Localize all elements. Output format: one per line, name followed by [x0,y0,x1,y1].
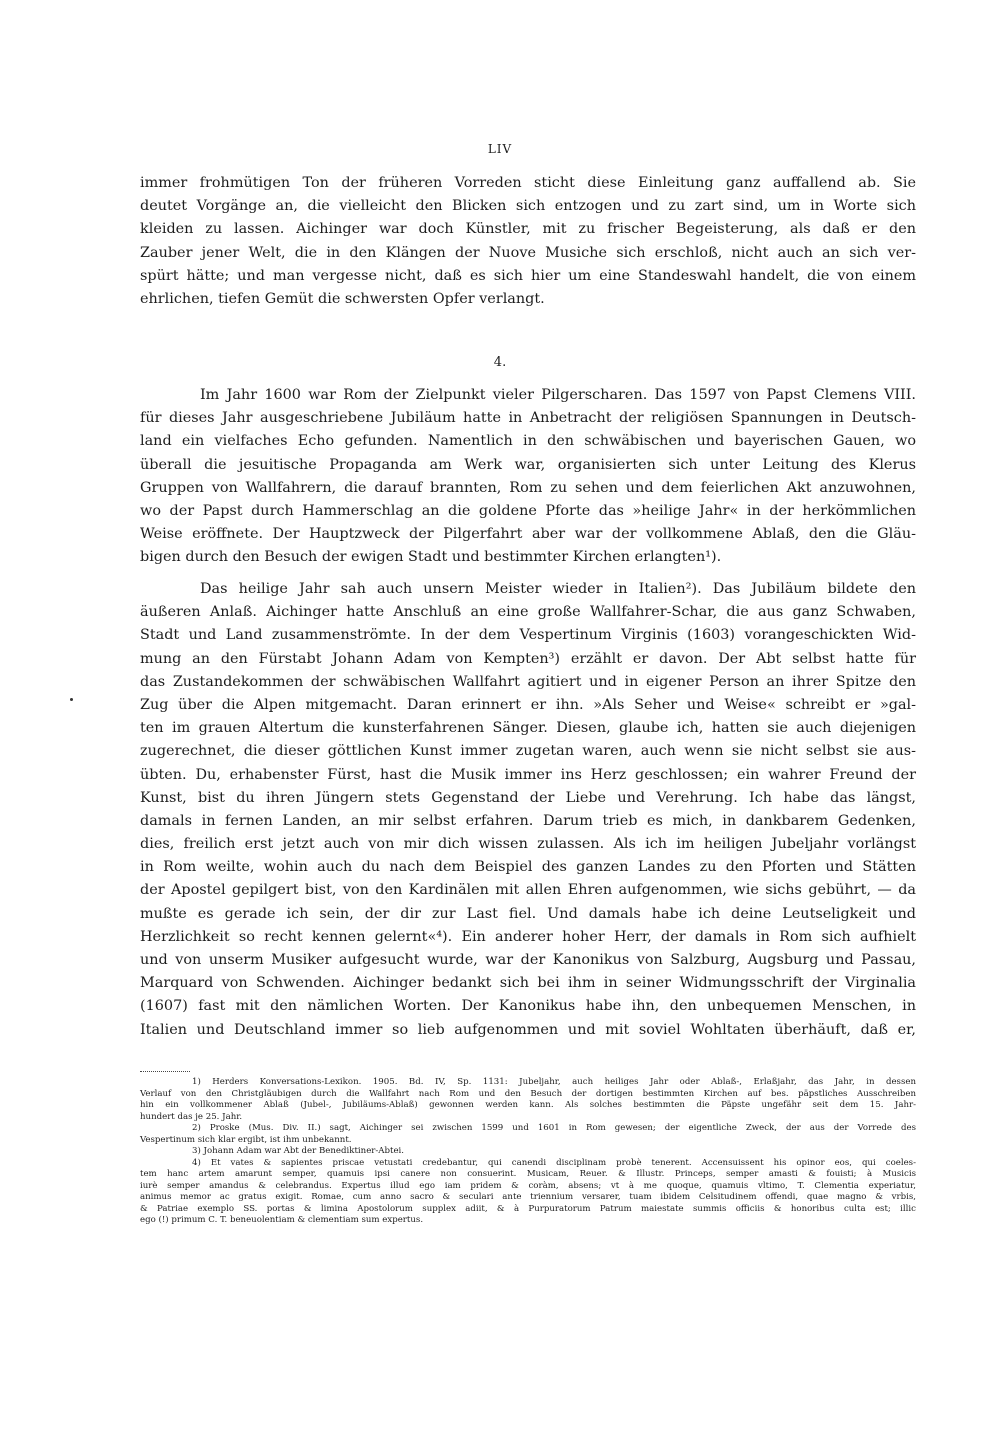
text-line: kleiden zu lassen. Aichinger war doch Künstler, mit zu frischer Begeisterung, als daß er den [140,221,916,238]
text-line: Weise eröffnete. Der Hauptzweck der Pilgerfahrt aber war der vollkommene Ablaß, den die Gläu- [140,526,916,543]
footnote-line: Verlauf von den Christgläubigen durch die Wallfahrt nach Rom und den Besuch der dortigen bestimmten Kirchen auf bes. päpstliches Ausschreiben [140,1088,916,1099]
footnote-line: Vespertinum sich klar ergibt, ist ihm unbekannt. [140,1134,352,1145]
text-line: Italien und Deutschland immer so lieb aufgenommen und mit soviel Wohltaten überhäuft, daß er, [140,1021,916,1038]
text-line: spürt hätte; und man vergesse nicht, daß es sich hier um eine Standeswahl handelt, die von einem [140,267,916,284]
text-line: deutet Vorgänge an, die vielleicht den Blicken sich entzogen und zu zart sind, um in Worte sich [140,198,916,215]
text-line: für dieses Jahr ausgeschriebene Jubiläum hatte in Anbetracht der religiösen Spannungen in Deutsch- [140,410,916,427]
text-line: Stadt und Land zusammenströmte. In der dem Vespertinum Virginis (1603) vorangeschickten Wid- [140,627,916,644]
footnote-line: & Patriae exemplo SS. portas & limina Apostolorum supplex adiit, & à Purpuratorum Patrum maiestate summis officiis & honoribus culta est; illic [140,1203,916,1214]
footnote-line: ego (!) primum C. T. beneuolentiam & clementiam sum expertus. [140,1215,424,1225]
footnote-line: animus memor ac gratus exigit. Romae, cum anno sacro & seculari ante triennium versarer, tuam ibidem Celsitudinem offendi, quae magno & vrbis, [140,1192,916,1202]
page-number: LIV [487,142,513,156]
text-line: Zug über die Alpen mitgemacht. Daran erinnert er ihn. »Als Seher und Weise« schreibt er »gal- [140,696,916,713]
text-line: Im Jahr 1600 war Rom der Zielpunkt vieler Pilgerscharen. Das 1597 von Papst Clemens VIII. [200,387,916,403]
text-line: dies, freilich erst jetzt auch von mir dich wissen zulassen. Als ich im heiligen Jubeljahr vorlängst [140,836,916,853]
text-line: Herzlichkeit so recht kennen gelernt«⁴). Ein anderer hoher Herr, der damals in Rom sich aufhielt [140,928,916,945]
footnote-line: 3) Johann Adam war Abt der Benediktiner-Abtei. [192,1146,405,1156]
text-line: zugerechnet, die dieser göttlichen Kunst immer zugetan waren, auch wenn sie nicht selbst sie aus- [140,743,916,760]
footnote-line: 1) Herders Konversations-Lexikon. 1905. Bd. IV, Sp. 1131: Jubeljahr, auch heiliges Jahr oder Ablaß-, Erlaßjahr, das Jahr, in dessen [192,1077,916,1087]
text-line: damals in fernen Landen, an mir selbst erfahren. Darum trieb es mich, in dankbarem Gedenken, [140,812,916,829]
text-line: wo der Papst durch Hammerschlag an die goldene Pforte das »heilige Jahr« in der herkömmlichen [140,502,916,519]
text-line: Marquard von Schwenden. Aichinger bedankt sich bei ihm in seiner Widmungsschrift der Virginalia [140,975,916,992]
text-line: der Apostel gepilgert bist, von den Kardinälen mit allen Ehren aufgenommen, wie sichs gebührt, — da [140,882,916,899]
text-line: in Rom weilte, wohin auch du nach dem Beispiel des ganzen Landes zu den Pforten und Stätten [140,859,916,876]
footnote-line: hin ein vollkommener Ablaß (Jubel-, Jubiläums-Ablaß) gewonnen werden kann. Als solches bestimmten die Päpste ungefähr seit dem 15. Jahr- [140,1100,916,1110]
text-line: überall die jesuitische Propaganda am Werk war, organisierten sich unter Leitung des Klerus [140,456,916,473]
text-line: Zauber jener Welt, die in den Klängen der Nuove Musiche sich erschloß, nicht auch an sich ver- [140,244,916,261]
section-number: 4. [493,355,507,370]
text-line: ten im grauen Altertum die kunsterfahrenen Sänger. Diesen, glaube ich, hatten sie auch diejenigen [140,720,916,737]
text-line: mung an den Fürstabt Johann Adam von Kempten³) erzählt er davon. Der Abt selbst hatte für [140,650,916,667]
footnote-line: tem hanc artem amarunt semper, quamuis ipsi canere non consuerint. Musicam, Reuer. & Illustr. Princeps, semper amasti & fouisti; à Musicis [140,1169,916,1179]
text-line: land ein vielfaches Echo gefunden. Namentlich in den schwäbischen und bayerischen Gauen, wo [140,433,916,450]
text-line: Gruppen von Wallfahrern, die darauf brannten, Rom zu sehen und dem feierlichen Akt anzuwohnen, [140,479,916,496]
footnote-line: 4) Et vates & sapientes priscae vetustati credebantur, qui canendi disciplinam probè tenerent. Accensuissent his opinor eos, qui coeles- [192,1157,916,1168]
footnote-line: iurè semper amandus & celebrandus. Expertus illud ego iam pridem & coràm, absens; vt à me quoque, quamuis vltimo, T. Clementia experiatur, [140,1180,916,1191]
scan-speck [70,698,73,701]
body-paragraph-2 [140,578,916,1042]
footnote-line: 2) Proske (Mus. Div. II.) sagt, Aichinger sei zwischen 1599 und 1601 in Rom gewesen; der eigentliche Zweck, der aus der Vorrede des [192,1123,916,1133]
text-line: äußeren Anlaß. Aichinger hatte Anschluß an eine große Wallfahrer-Schar, die aus ganz Schwaben, [140,604,916,621]
text-line: Das heilige Jahr sah auch unsern Meister wieder in Italien²). Das Jubiläum bildete den [200,581,916,597]
text-line: Kunst, bist du ihren Jüngern stets Gegenstand der Liebe und Verehrung. Ich habe das längst, [140,789,916,806]
body-paragraph-1 [140,384,916,570]
footnote-divider [140,1071,190,1072]
text-line: das Zustandekommen der schwäbischen Wallfahrt agitiert und in eigener Person an ihrer Spitze den [140,673,916,690]
footnotes [140,1077,916,1227]
text-line: immer frohmütigen Ton der früheren Vorreden sticht diese Einleitung ganz auffallend ab. Sie [140,175,916,191]
text-line: mußte es gerade ich sein, der dir zur Last fiel. Und damals habe ich deine Leutseligkeit und [140,905,916,922]
text-line: und von unserm Musiker aufgesucht wurde, war der Kanonikus von Salzburg, Augsburg und Passau, [140,952,916,968]
text-line: (1607) fast mit den nämlichen Worten. Der Kanonikus habe ihn, den unbequemen Menschen, in [140,998,916,1015]
text-line: bigen durch den Besuch der ewigen Stadt und bestimmter Kirchen erlangten¹). [140,549,722,566]
text-line: ehrlichen, tiefen Gemüt die schwersten Opfer verlangt. [140,290,545,307]
intro-paragraph [140,172,916,311]
text-line: übten. Du, erhabenster Fürst, hast die Musik immer ins Herz geschlossen; ein wahrer Freund der [140,766,916,783]
footnote-line: hundert das je 25. Jahr. [140,1111,243,1122]
